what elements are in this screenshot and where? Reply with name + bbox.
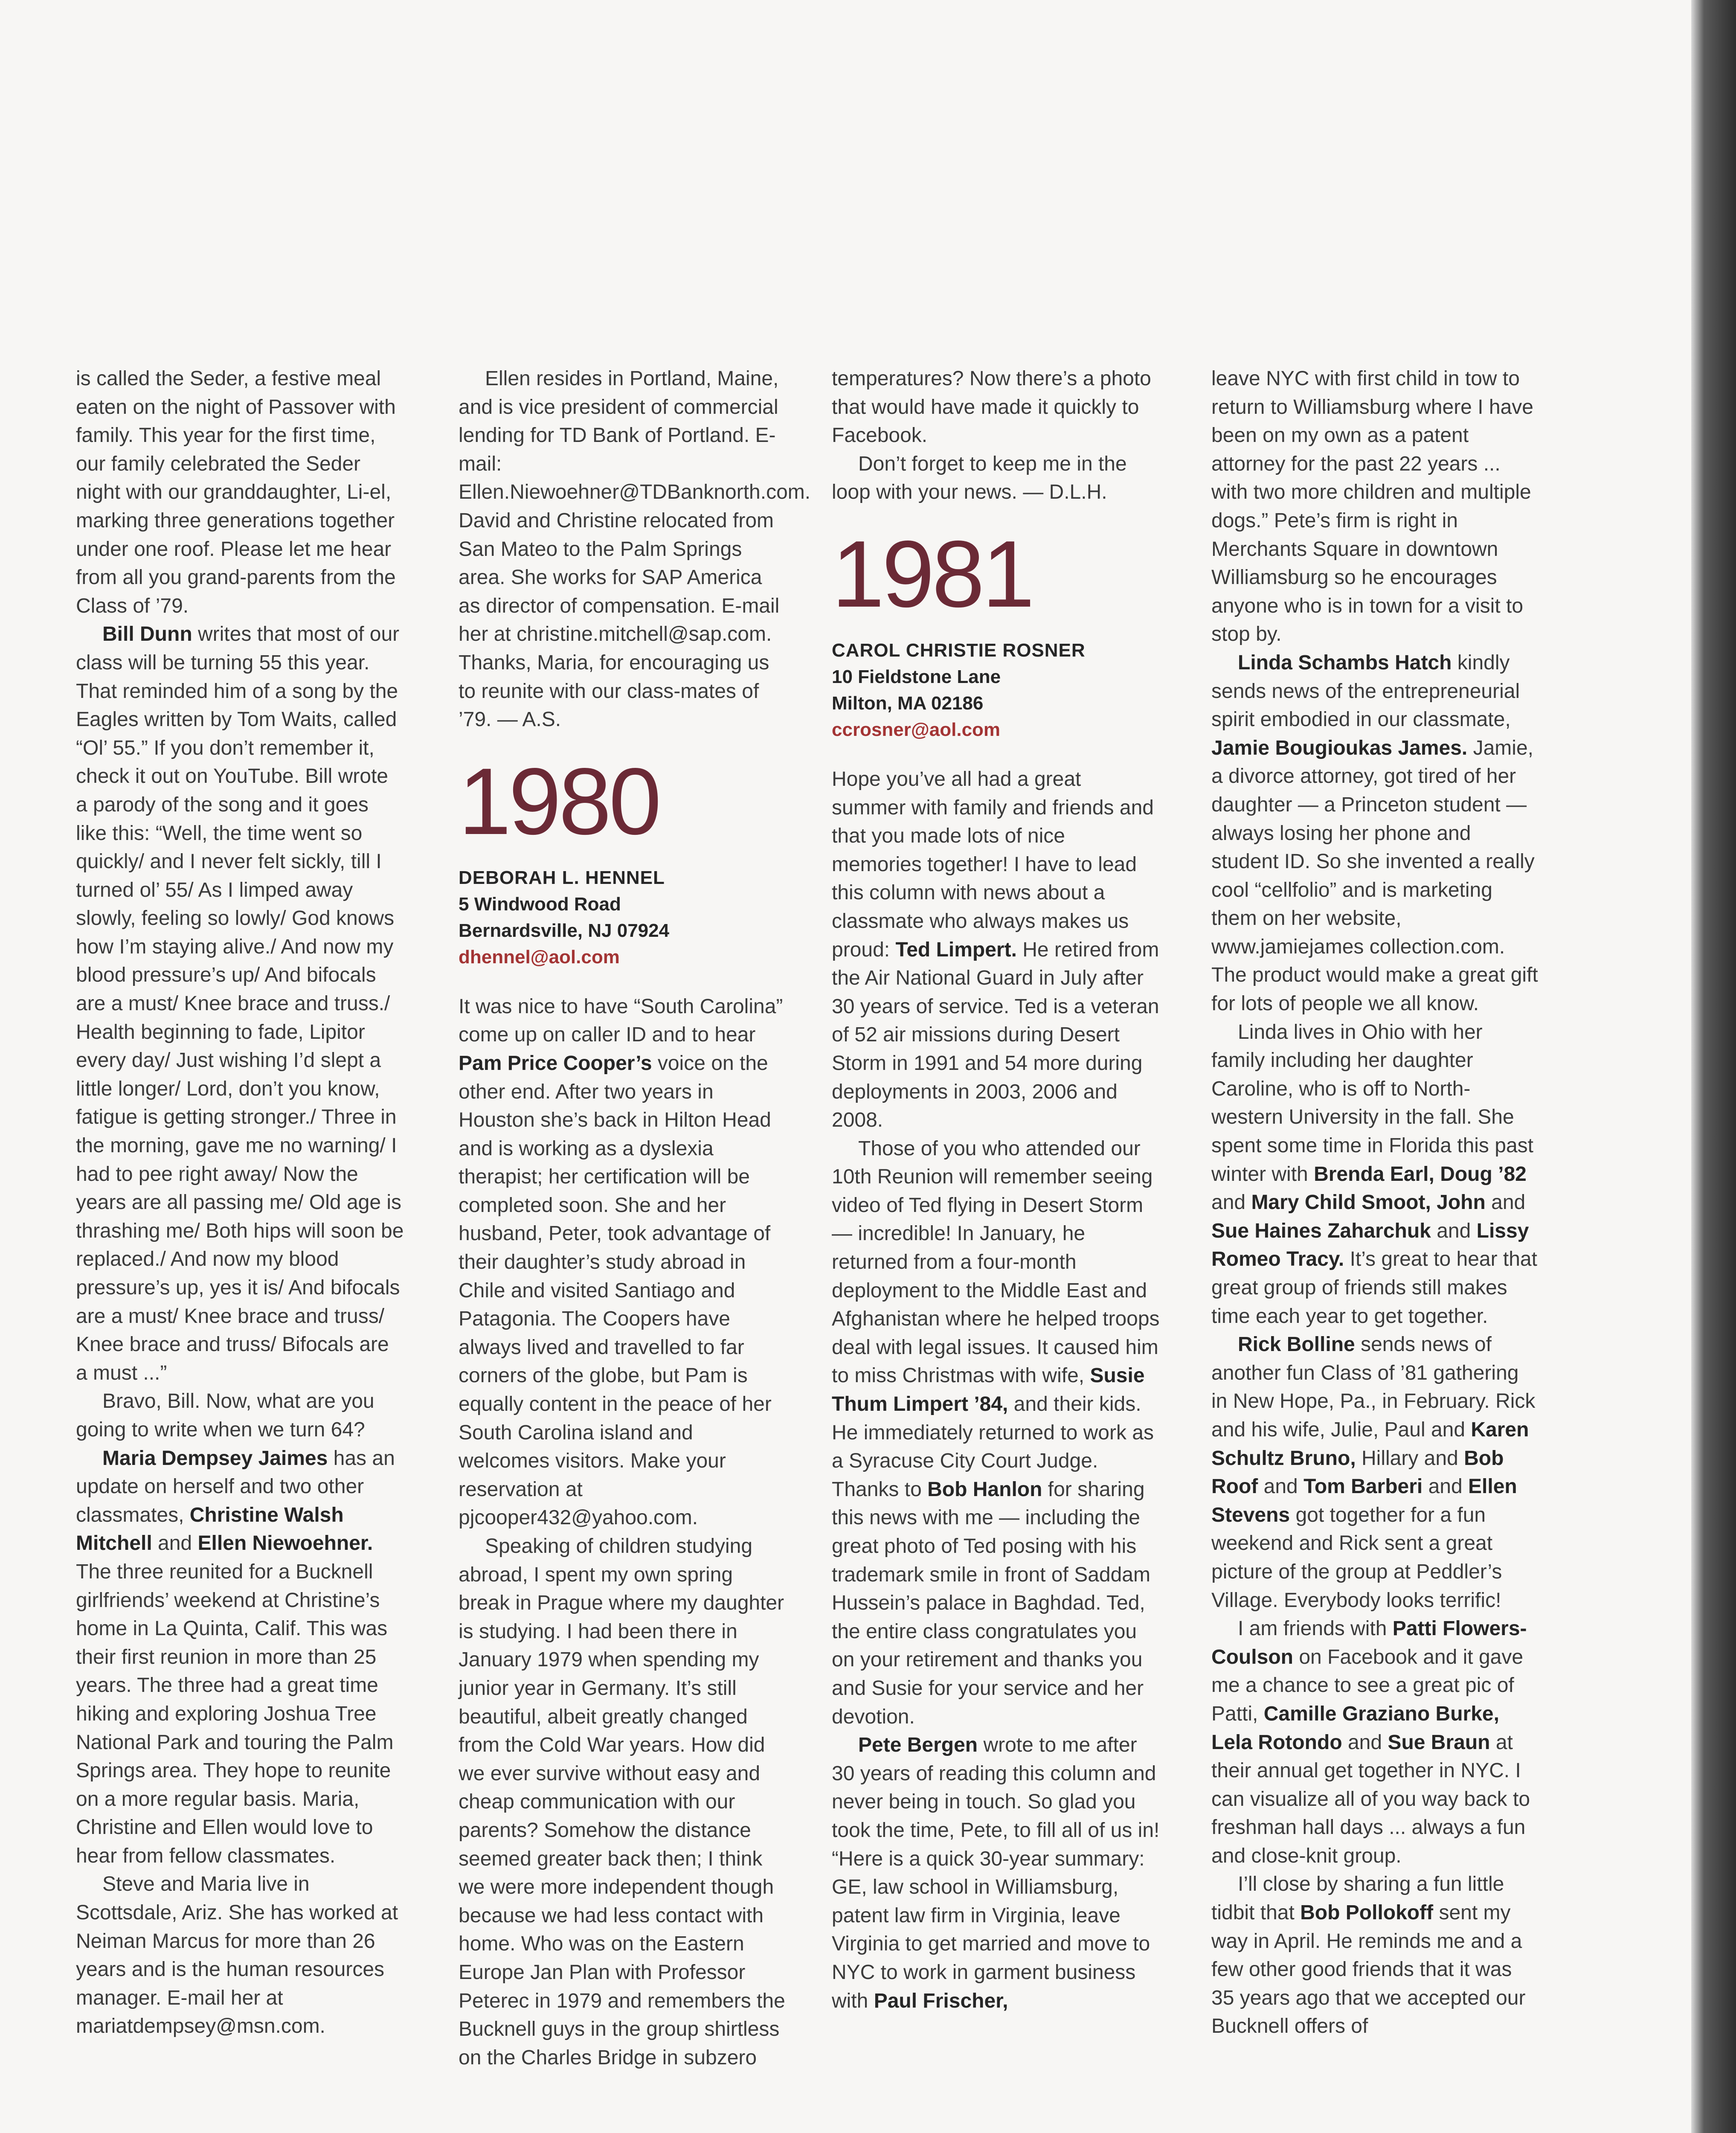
classmate-name: Sue Haines Zaharchuk [1211,1219,1431,1242]
paragraph: I’ll close by sharing a fun little tidbit that Bob Pollokoff sent my way in April. He reminds me and a few other good friends that it was 35 years ago that we accepted our Bucknell offers of [1211,1873,1526,2038]
classmate-name: Jamie Bougioukas James. [1211,736,1468,759]
classmate-name: Ellen Niewoehner. [197,1532,373,1555]
paragraph: It was nice to have “South Carolina” come up on caller ID and to hear Pam Price Cooper’s voice on the other end. After two years in Houston she’s back in Hilton Head and is working as a dyslexia therapist; her certification will be completed soon. She and her husband, Peter, took advantage of their daughter’s study abroad in Chile and visited Santiago and Patagonia. The Coopers have always lived and travelled to far corners of the globe, but Pam is equally content in the peace of her South Carolina island and welcomes visitors. Make your reservation at pjcooper432@yahoo.com. [459,995,783,1529]
paragraph: Don’t forget to keep me in the loop with your news. — D.L.H. [832,452,1127,504]
classmate-name: Paul Frischer, [874,1989,1008,2012]
paragraph: leave NYC with first child in tow to return to Williamsburg where I have been on my own as a patent attorney for the past 22 years ... with two more children and multiple dogs.” Pete’s firm is right in Merchants Square in downtown Williamsburg so he encourages anyone who is in town for a visit to stop by. [1211,367,1533,646]
class-secretary-contact [832,637,1160,743]
column-4 [1211,365,1540,2041]
classmate-name: Brenda Earl, Doug ’82 [1314,1162,1527,1186]
classmate-name: Bill Dunn [102,623,192,646]
paragraph: Hope you’ve all had a great summer with family and friends and that you made lots of nice memories together! I have to lead this column with news about a classmate who always makes us proud: Ted Limpert. He retired from the Air National Guard in July after 30 years of service. Ted is a veteran of 52 air missions during Desert Storm in 1991 and 54 more during deployments in 2003, 2006 and 2008. [832,767,1159,1132]
classmate-name: Maria Dempsey Jaimes [102,1447,328,1470]
paragraph: Maria Dempsey Jaimes has an update on herself and two other classmates, Christine Walsh Mitchell and Ellen Niewoehner. The three reunited for a Bucknell girlfriends’ weekend at Christine’s home in La Quinta, Calif. This was their first reunion in more than 25 years. The three had a great time hiking and exploring Joshua Tree National Park and touring the Palm Springs area. They hope to reunite on a more regular basis. Maria, Christine and Ellen would love to hear from fellow classmates. [76,1447,395,1867]
class-secretary-contact [459,865,787,971]
secretary-city: Milton, MA 02186 [832,692,984,714]
secretary-name: DEBORAH L. HENNEL [459,867,665,888]
classmate-name: Susie Thum Limpert ’84, [832,1364,1145,1416]
classmate-name: Ted Limpert. [895,938,1017,961]
paragraph: Linda Schambs Hatch kindly sends news of the entrepreneurial spirit embodied in our classmate, Jamie Bougioukas James. Jamie, a divorce attorney, got tired of her daughter — a Princeton student — always losing her phone and student ID. So she invented a really cool “cellfolio” and is marketing them on her website, www.jamiejames collection.com. The product would make a great gift for lots of people we all know. [1211,651,1538,1015]
paragraph: is called the Seder, a festive meal eaten on the night of Passover with family. This year for the first time, our family celebrated the Seder night with our granddaughter, Li-el, marking three generations together under one roof. Please let me hear from all you grand-parents from the Class of ’79. [76,367,396,617]
classmate-name: Mary Child Smoot, John [1251,1191,1486,1214]
class-year-heading: 1981 [832,521,1032,627]
classmate-name: Sue Braun [1388,1731,1490,1754]
secretary-street: 10 Fieldstone Lane [832,666,1001,687]
column-1 [76,365,404,2041]
classmate-name: Ellen Stevens [1211,1475,1517,1526]
paragraph: I am friends with Patti Flowers-Coulson on Facebook and it gave me a chance to see a great pic of Patti, Camille Graziano Burke, Lela Rotondo and Sue Braun at their annual get together in NYC. I can visualize all of you way back to freshman hall days ... always a fun and close-knit group. [1211,1617,1530,1867]
paragraph: temperatures? Now there’s a photo that would have made it quickly to Facebook. [832,367,1151,447]
paragraph: Bravo, Bill. Now, what are you going to write when we turn 64? [76,1390,374,1441]
paragraph: Ellen resides in Portland, Maine, and is vice president of commercial lending for TD Bank of Portland. E-mail: Ellen.Niewoehner@TDBanknorth.com. David and Christine relocated from San Mateo to the Palm Springs area. She works for SAP America as director of compensation. E-mail her at christine.mitchell@sap.com. Thanks, Maria, for encouraging us to reunite with our class-mates of ’79. — A.S. [459,367,811,731]
class-year-heading: 1980 [459,748,659,854]
scan-edge-right [1691,0,1736,2133]
classmate-name: Karen Schultz Bruno, [1211,1418,1529,1470]
paragraph: Rick Bolline sends news of another fun Class of ’81 gathering in New Hope, Pa., in February. Rick and his wife, Julie, Paul and Karen Schultz Bruno, Hillary and Bob Roof and Tom Barberi and Ellen Stevens got together for a fun weekend and Rick sent a great picture of the group at Peddler’s Village. Everybody looks terrific! [1211,1333,1536,1612]
classmate-name: Rick Bolline [1238,1333,1355,1356]
column-2 [459,365,811,2072]
paragraph: Linda lives in Ohio with her family including her daughter Caroline, who is off to North-western University in the fall. She spent some time in Florida this past winter with Brenda Earl, Doug ’82 and Mary Child Smoot, John and Sue Haines Zaharchuk and Lissy Romeo Tracy. It’s great to hear that great group of friends still makes time each year to get together. [1211,1020,1537,1328]
secretary-name: CAROL CHRISTIE ROSNER [832,639,1086,661]
classmate-name: Linda Schambs Hatch [1238,651,1452,674]
classmate-name: Bob Pollokoff [1300,1901,1434,1924]
classmate-name: Pete Bergen [858,1734,978,1757]
classmate-name: Camille Graziano Burke, Lela Rotondo [1211,1702,1499,1754]
secretary-street: 5 Windwood Road [459,893,621,915]
paragraph: Steve and Maria live in Scottsdale, Ariz. She has worked at Neiman Marcus for more than 26 years and is the human resources manager. E-mail her at mariatdempsey@msn.com. [76,1873,398,2038]
paragraph: Speaking of children studying abroad, I spent my own spring break in Prague where my daughter is studying. I had been there in January 1979 when spending my junior year in Germany. It’s still beautiful, albeit greatly changed from the Cold War years. How did we ever survive without easy and cheap communication with our parents? Somehow the distance seemed greater back then; I think we were more independent though because we had less contact with home. Who was on the Eastern Europe Jan Plan with Professor Peterec in 1979 and remembers the Bucknell guys in the group shirtless on the Charles Bridge in subzero [459,1535,785,2069]
secretary-email[interactable]: ccrosner@aol.com [832,719,1001,740]
paragraph: Bill Dunn writes that most of our class will be turning 55 this year. That reminded him of a song by the Eagles written by Tom Waits, called “Ol’ 55.” If you don’t remember it, check it out on YouTube. Bill wrote a parody of the song and it goes like this: “Well, the time went so quickly/ and I never felt sickly, till I turned ol’ 55/ As I limped away slowly, feeling so lowly/ God knows how I’m staying alive./ And now my blood pressure’s up/ And bifocals are a must/ Knee brace and truss./ Health beginning to fade, Lipitor every day/ Just wishing I’d slept a little longer/ Lord, don’t you know, fatigue is getting stronger./ Three in the morning, gave me no warning/ I had to pee right away/ Now the years are all passing me/ Old age is thrashing me/ Both hips will soon be replaced./ And now my blood pressure’s up, yes it is/ And bifocals are a must/ Knee brace and truss/ Knee brace and truss/ Bifocals are a must ...” [76,623,404,1384]
secretary-email[interactable]: dhennel@aol.com [459,946,620,968]
classmate-name: Tom Barberi [1303,1475,1423,1498]
classmate-name: Bob Hanlon [927,1478,1042,1501]
paragraph: Those of you who attended our 10th Reunion will remember seeing video of Ted flying in Desert Storm — incredible! In January, he returned from a four-month deployment to the Middle East and Afghanistan where he helped troops deal with legal issues. It caused him to miss Christmas with wife, Susie Thum Limpert ’84, and their kids. He immediately returned to work as a Syracuse City Court Judge. Thanks to Bob Hanlon for sharing this news with me — including the great photo of Ted posing with his trademark smile in front of Saddam Hussein’s palace in Baghdad. Ted, the entire class congratulates you on your retirement and thanks you and Susie for your service and her devotion. [832,1137,1160,1728]
classmate-name: Patti Flowers-Coulson [1211,1617,1527,1668]
classmate-name: Pam Price Cooper’s [459,1052,652,1075]
classmate-name: Lissy Romeo Tracy. [1211,1219,1529,1271]
column-3 [832,365,1160,2015]
secretary-city: Bernardsville, NJ 07924 [459,920,670,941]
classmate-name: Christine Walsh Mitchell [76,1503,344,1555]
classmate-name: Bob Roof [1211,1447,1504,1498]
paragraph: Pete Bergen wrote to me after 30 years of reading this column and never being in touch. So glad you took the time, Pete, to fill all of us in! “Here is a quick 30-year summary: GE, law school in Williamsburg, patent law firm in Virginia, leave Virginia to get married and move to NYC to work in garment business with Paul Frischer, [832,1734,1160,2012]
